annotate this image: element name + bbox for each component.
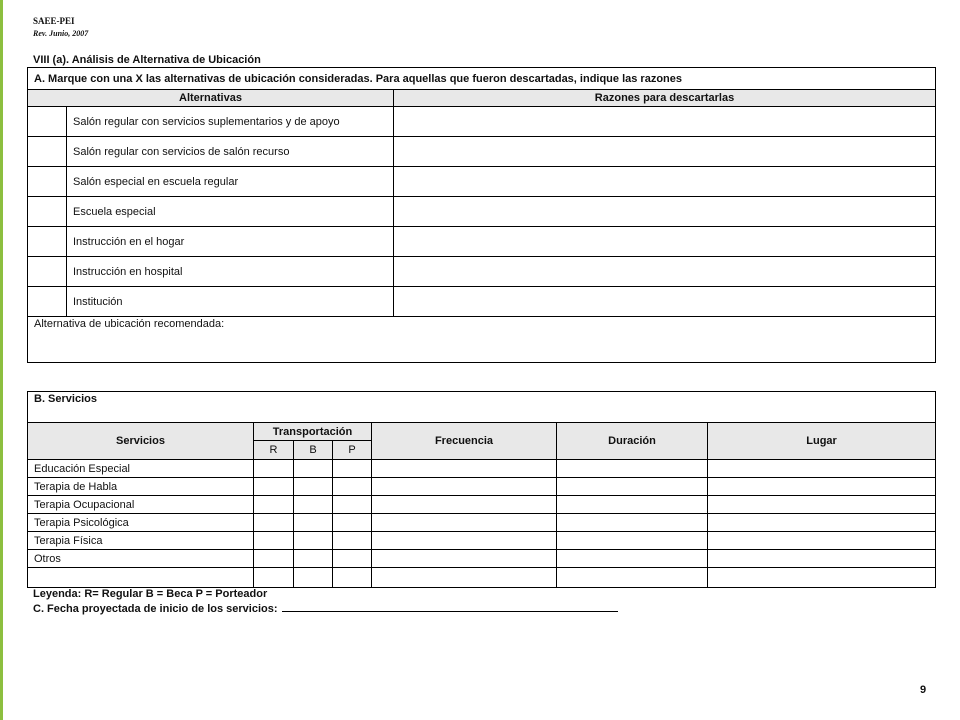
alternative-label: Institución <box>67 287 394 317</box>
recommended-alternative-field[interactable]: Alternativa de ubicación recomendada: <box>28 317 936 363</box>
part-a-heading: A. Marque con una X las alternativas de ubicación consideradas. Para aquellas que fueron descartadas, indique las razones <box>28 68 936 90</box>
alternative-label: Salón regular con servicios suplementarios y de apoyo <box>67 107 394 137</box>
transport-r-cell[interactable] <box>254 550 294 568</box>
reason-field[interactable] <box>394 257 936 287</box>
transport-b-cell[interactable] <box>294 496 333 514</box>
alternative-checkbox[interactable] <box>28 107 67 137</box>
place-cell[interactable] <box>708 568 936 588</box>
alternative-row <box>28 227 936 257</box>
reason-field[interactable] <box>394 167 936 197</box>
service-label: Otros <box>28 550 254 568</box>
frequency-cell[interactable] <box>372 568 557 588</box>
frequency-cell[interactable] <box>372 496 557 514</box>
frequency-cell[interactable] <box>372 478 557 496</box>
form-revision: Rev. Junio, 2007 <box>33 29 89 38</box>
transport-b-cell[interactable] <box>294 514 333 532</box>
duration-cell[interactable] <box>557 550 708 568</box>
service-row-blank <box>28 568 936 588</box>
transport-p-cell[interactable] <box>333 514 372 532</box>
transport-b-cell[interactable] <box>294 550 333 568</box>
transport-b-cell[interactable] <box>294 478 333 496</box>
alternative-label: Salón especial en escuela regular <box>67 167 394 197</box>
reasons-column-header: Razones para descartarlas <box>394 90 936 107</box>
form-code: SAEE-PEI <box>33 16 75 26</box>
duration-cell[interactable] <box>557 568 708 588</box>
alternative-row <box>28 197 936 227</box>
alternative-row <box>28 137 936 167</box>
service-label: Terapia Física <box>28 532 254 550</box>
place-cell[interactable] <box>708 514 936 532</box>
place-cell[interactable] <box>708 550 936 568</box>
reason-field[interactable] <box>394 137 936 167</box>
place-cell[interactable] <box>708 478 936 496</box>
left-accent-bar <box>0 0 3 720</box>
services-column-header: Servicios <box>28 423 254 460</box>
start-date-line <box>33 601 618 615</box>
service-label: Terapia Psicológica <box>28 514 254 532</box>
reason-field[interactable] <box>394 287 936 317</box>
services-table <box>27 391 936 588</box>
alternative-row <box>28 257 936 287</box>
reason-field[interactable] <box>394 227 936 257</box>
service-row <box>28 496 936 514</box>
duration-cell[interactable] <box>557 478 708 496</box>
transport-b-cell[interactable] <box>294 460 333 478</box>
transport-r-header: R <box>254 441 294 460</box>
transport-p-cell[interactable] <box>333 478 372 496</box>
alternative-checkbox[interactable] <box>28 197 67 227</box>
place-cell[interactable] <box>708 460 936 478</box>
frequency-column-header: Frecuencia <box>372 423 557 460</box>
section-title: VIII (a). Análisis de Alternativa de Ubicación <box>33 54 261 66</box>
frequency-cell[interactable] <box>372 532 557 550</box>
transport-p-cell[interactable] <box>333 568 372 588</box>
transport-r-cell[interactable] <box>254 478 294 496</box>
alternative-checkbox[interactable] <box>28 167 67 197</box>
place-column-header: Lugar <box>708 423 936 460</box>
transport-r-cell[interactable] <box>254 532 294 550</box>
service-row <box>28 514 936 532</box>
service-row <box>28 478 936 496</box>
transport-r-cell[interactable] <box>254 496 294 514</box>
service-row <box>28 550 936 568</box>
start-date-field[interactable] <box>282 601 618 612</box>
transport-p-cell[interactable] <box>333 460 372 478</box>
placement-alternatives-table <box>27 67 936 363</box>
frequency-cell[interactable] <box>372 514 557 532</box>
reason-field[interactable] <box>394 107 936 137</box>
alternative-checkbox[interactable] <box>28 287 67 317</box>
frequency-cell[interactable] <box>372 460 557 478</box>
alternative-checkbox[interactable] <box>28 137 67 167</box>
service-label: Terapia Ocupacional <box>28 496 254 514</box>
transport-b-header: B <box>294 441 333 460</box>
alternatives-column-header: Alternativas <box>28 90 394 107</box>
alternative-checkbox[interactable] <box>28 257 67 287</box>
service-label: Educación Especial <box>28 460 254 478</box>
transport-r-cell[interactable] <box>254 460 294 478</box>
transport-r-cell[interactable] <box>254 514 294 532</box>
transport-p-header: P <box>333 441 372 460</box>
duration-cell[interactable] <box>557 460 708 478</box>
alternative-checkbox[interactable] <box>28 227 67 257</box>
transport-p-cell[interactable] <box>333 550 372 568</box>
frequency-cell[interactable] <box>372 550 557 568</box>
service-row <box>28 460 936 478</box>
duration-cell[interactable] <box>557 514 708 532</box>
start-date-label: C. Fecha proyectada de inicio de los servicios: <box>33 603 278 615</box>
alternative-label: Salón regular con servicios de salón recurso <box>67 137 394 167</box>
service-label-blank[interactable] <box>28 568 254 588</box>
transport-r-cell[interactable] <box>254 568 294 588</box>
legend-text: Leyenda: R= Regular B = Beca P = Porteador <box>33 588 268 600</box>
transport-b-cell[interactable] <box>294 568 333 588</box>
place-cell[interactable] <box>708 496 936 514</box>
alternative-label: Escuela especial <box>67 197 394 227</box>
transport-p-cell[interactable] <box>333 496 372 514</box>
transport-b-cell[interactable] <box>294 532 333 550</box>
transport-column-header: Transportación <box>254 423 372 441</box>
place-cell[interactable] <box>708 532 936 550</box>
alternative-row <box>28 167 936 197</box>
service-row <box>28 532 936 550</box>
transport-p-cell[interactable] <box>333 532 372 550</box>
duration-cell[interactable] <box>557 496 708 514</box>
alternative-label: Instrucción en hospital <box>67 257 394 287</box>
page-number: 9 <box>920 684 927 696</box>
service-label: Terapia de Habla <box>28 478 254 496</box>
reason-field[interactable] <box>394 197 936 227</box>
alternative-row <box>28 107 936 137</box>
alternative-row <box>28 287 936 317</box>
duration-cell[interactable] <box>557 532 708 550</box>
duration-column-header: Duración <box>557 423 708 460</box>
part-b-heading: B. Servicios <box>28 392 936 423</box>
alternative-label: Instrucción en el hogar <box>67 227 394 257</box>
